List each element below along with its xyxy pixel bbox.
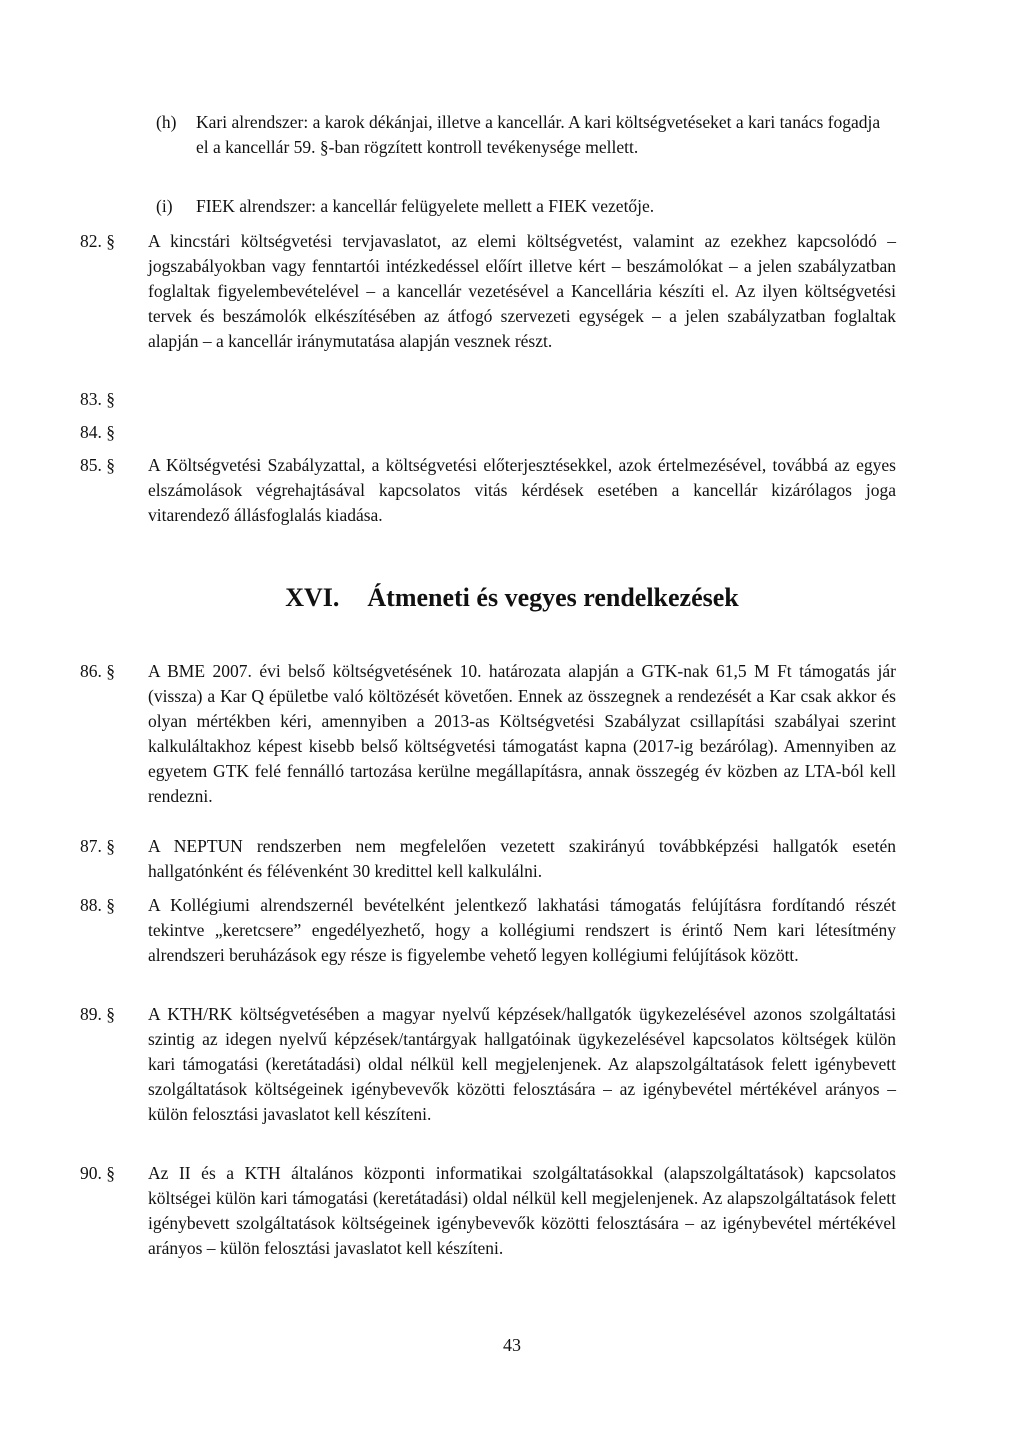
section-85 (80, 453, 896, 528)
section-number: 90. § (80, 1163, 115, 1183)
section-text: Az II és a KTH általános központi informatikai szolgáltatásokkal (alapszolgáltatások) kapcsolatos költségei külön kari támogatási (keretátadási) oldal nélkül kell megjelenjenek. Az alapszolgáltatások felett igénybevett szolgáltatások költségeinek igénybevevők közötti felosztására – az igénybevétel mértékével arányos – külön felosztási javaslatot kell készíteni. (148, 1163, 896, 1258)
section-86 (80, 659, 896, 809)
section-text: A KTH/RK költségvetésében a magyar nyelvű képzések/hallgatók ügykezelésével azonos szolgáltatási szintig az idegen nyelvű képzések/tantárgyak hallgatóinak ügykezelésével kapcsolatos költségek külön kari támogatási (keretátadási) oldal nélkül kell megjelenjenek. Az alapszolgáltatások felett igénybevett szolgáltatások költségeinek igénybevevők közötti felosztására – az igénybevétel mértékével arányos – külön felosztási javaslatot kell készíteni. (148, 1004, 896, 1124)
section-number: 82. § (80, 231, 115, 251)
item-text: FIEK alrendszer: a kancellár felügyelete mellett a FIEK vezetője. (196, 196, 655, 216)
section-text: A NEPTUN rendszerben nem megfelelően vezetett szakirányú továbbképzési hallgatók esetén hallgatónként és félévenként 30 kredittel kell kalkulálni. (148, 836, 896, 881)
item-label: (i) (156, 196, 173, 216)
section-number: 83. § (80, 389, 115, 409)
section-87 (80, 834, 896, 884)
section-text: A kincstári költségvetési tervjavaslatot, az elemi költségvetést, valamint az ezekhez kapcsolódó – jogszabályokban vagy fenntartói intézkedéssel előírt illetve kért – beszámolókat – a jelen szabályzatban foglaltak figyelembevételével – a kancellár vezetésével a Kancellária készíti el. Az ilyen költségvetési tervek és beszámolók elkészítésében az átfogó szervezeti egységek – a jelen szabályzatban foglaltak alapján – a kancellár iránymutatása alapján vesznek részt. (148, 231, 896, 351)
list-item-h (156, 110, 896, 160)
section-text: A Költségvetési Szabályzattal, a költségvetési előterjesztésekkel, azok értelmezésével, továbbá az egyes elszámolások végrehajtásával kapcsolatos vitás kérdések esetében a kancellár kizárólagos joga vitarendező állásfoglalás kiadása. (148, 455, 896, 525)
section-82 (80, 229, 896, 354)
section-number: 84. § (80, 422, 115, 442)
section-text: A BME 2007. évi belső költségvetésének 10. határozata alapján a GTK-nak 61,5 M Ft támogatás jár (vissza) a Kar Q épületbe való költözését követően. Ennek az összegnek a rendezését a Kar csak akkor és olyan mértékben kéri, amennyiben a 2013-as Költségvetési Szabályzat csillapítási szabályai szerint kalkuláltakhoz képest kisebb belső költségvetési támogatást kapna (2017-ig bezárólag). Amennyiben az egyetem GTK felé fennálló tartozása kerülne megállapításra, annak összegég év közben az LTA-ból kell rendezni. (148, 661, 896, 806)
page-number: 43 (503, 1335, 521, 1355)
chapter-heading (0, 583, 1024, 613)
section-90 (80, 1161, 896, 1261)
item-label: (h) (156, 112, 177, 132)
chapter-title: Átmeneti és vegyes rendelkezések (367, 583, 739, 612)
section-number: 87. § (80, 836, 115, 856)
section-number: 89. § (80, 1004, 115, 1024)
section-text: A Kollégiumi alrendszernél bevételként jelentkező lakhatási támogatás felújításra fordítandó részét tekintve „keretcsere” engedélyezhető, hogy a kollégiumi rendszert is érintő Nem kari létesítmény alrendszeri beruházások egy része is figyelembe vehető legyen kollégiumi felújítások között. (148, 895, 896, 965)
section-89 (80, 1002, 896, 1127)
section-number: 86. § (80, 661, 115, 681)
section-number: 88. § (80, 895, 115, 915)
section-number: 85. § (80, 455, 115, 475)
section-88 (80, 893, 896, 968)
chapter-number: XVI. (285, 583, 340, 612)
list-item-i (156, 194, 896, 219)
item-text: Kari alrendszer: a karok dékánjai, illetve a kancellár. A kari költségvetéseket a kari tanács fogadja el a kancellár 59. §-ban rögzített kontroll tevékenysége mellett. (196, 112, 881, 157)
